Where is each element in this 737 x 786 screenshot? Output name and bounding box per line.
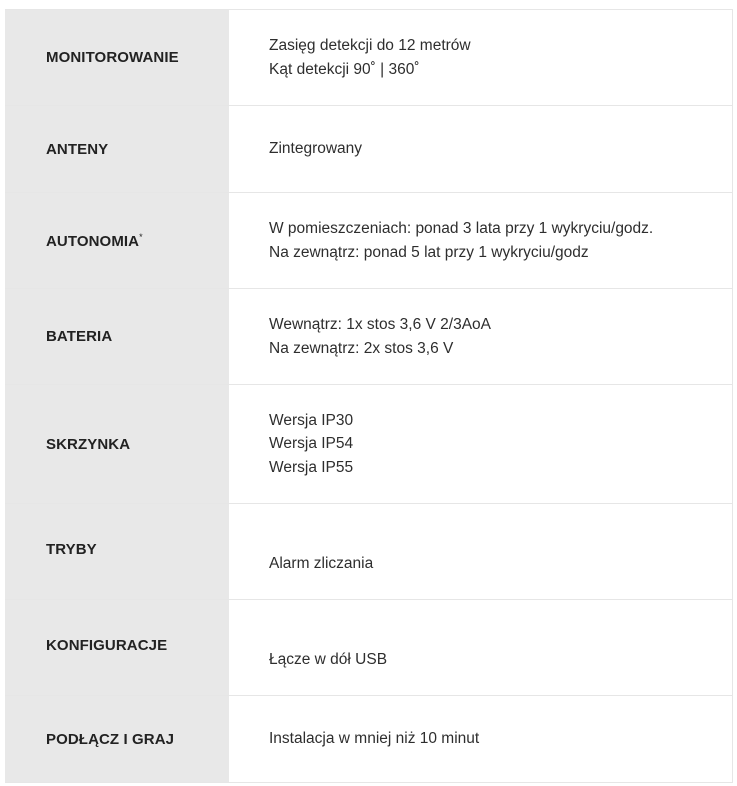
spec-value: Alarm zliczania (269, 555, 374, 572)
spec-row-tryby (5, 504, 732, 600)
spec-value: Łącze w dół USB (269, 651, 388, 668)
spec-label: SKRZYNKA (46, 435, 131, 453)
spec-row-monitorowanie (5, 10, 732, 106)
spec-label: ANTENY (46, 140, 109, 158)
spec-label-cell (5, 106, 229, 192)
spec-value: Wewnątrz: 1x stos 3,6 V 2/3AoA (269, 316, 491, 333)
spec-row-konfiguracje (5, 600, 732, 696)
spec-label-cell (5, 600, 229, 695)
spec-label: BATERIA (46, 328, 113, 345)
spec-value: Na zewnątrz: 2x stos 3,6 V (269, 339, 454, 357)
spec-value: Instalacja w mniej niż 10 minut (269, 730, 480, 748)
spec-value: Na zewnątrz: ponad 5 lat przy 1 wykryciu/godz (269, 243, 589, 261)
spec-table (5, 9, 733, 783)
spec-value: Kąt detekcji 90˚ | 360˚ (269, 60, 420, 78)
spec-value-cell (229, 600, 732, 695)
spec-value-cell (229, 504, 732, 599)
spec-row-anteny (5, 106, 732, 193)
spec-label: MONITOROWANIE (46, 49, 179, 66)
spec-value-cell (229, 696, 732, 782)
footnote-marker: * (139, 231, 143, 242)
spec-label-cell (5, 385, 229, 503)
spec-value: Wersja IP55 (269, 458, 354, 476)
spec-label: TRYBY (46, 541, 97, 558)
spec-label-cell (5, 504, 229, 599)
spec-label-cell (5, 10, 229, 105)
spec-row-autonomia (5, 193, 732, 289)
spec-value-cell (229, 10, 732, 105)
spec-row-podlacz-i-graj (5, 696, 732, 783)
spec-label-cell (5, 193, 229, 288)
spec-label-text: AUTONOMIA (46, 232, 140, 250)
spec-label: PODŁĄCZ I GRAJ (46, 730, 175, 748)
spec-value: W pomieszczeniach: ponad 3 lata przy 1 wykryciu/godz. (269, 220, 654, 237)
spec-value: Zasięg detekcji do 12 metrów (269, 37, 471, 54)
spec-row-skrzynka (5, 385, 732, 504)
spec-value: Zintegrowany (269, 140, 363, 158)
spec-value: Wersja IP30 (269, 411, 354, 429)
spec-value-cell (229, 289, 732, 384)
spec-value-cell (229, 193, 732, 288)
spec-label-cell (5, 289, 229, 384)
spec-label-cell (5, 696, 229, 782)
spec-label: KONFIGURACJE (46, 637, 168, 654)
spec-value: Wersja IP54 (269, 435, 354, 453)
spec-row-bateria (5, 289, 732, 385)
spec-label (46, 232, 143, 250)
spec-value-cell (229, 385, 732, 503)
spec-value-cell (229, 106, 732, 192)
